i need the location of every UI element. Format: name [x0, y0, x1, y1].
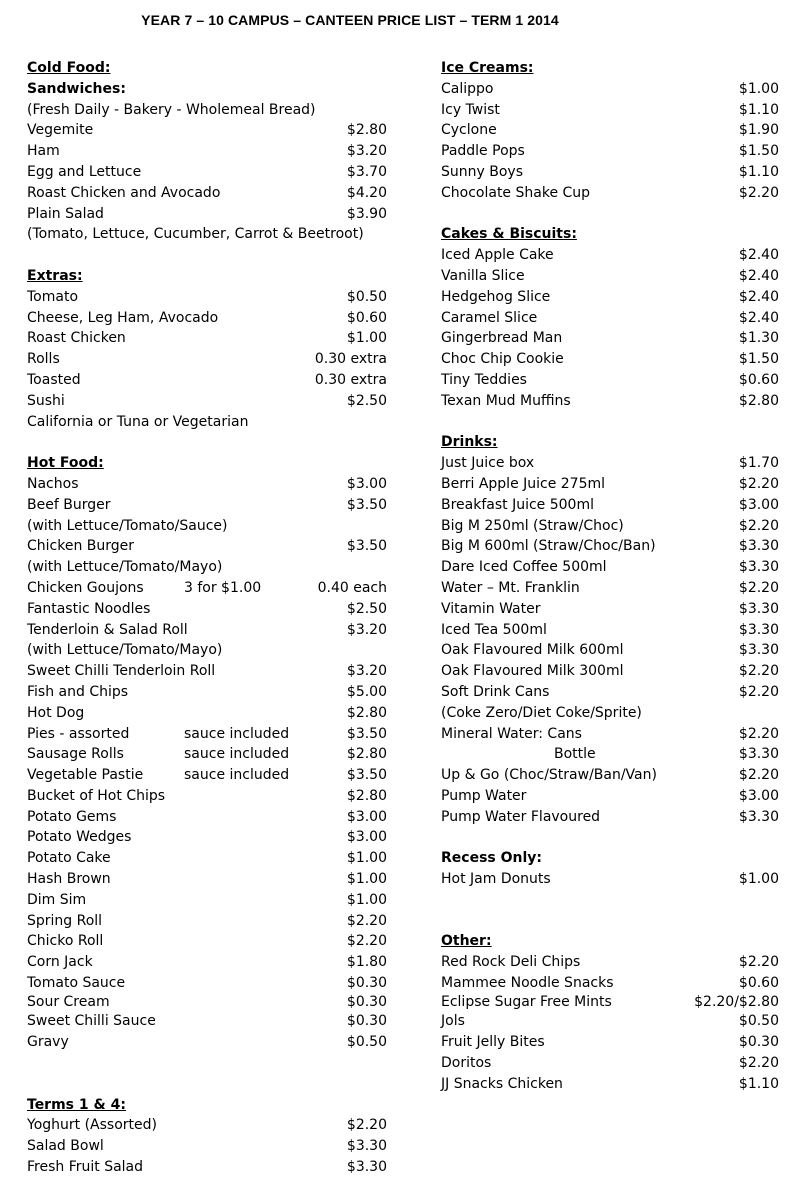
item-price: $0.60	[346, 309, 387, 326]
item-price: $3.30	[346, 1138, 387, 1155]
item-price: $3.30	[738, 538, 779, 555]
item-price: $0.60	[738, 371, 779, 388]
menu-item	[441, 724, 779, 745]
item-price: $1.00	[346, 330, 387, 347]
menu-item	[441, 516, 779, 537]
menu-item	[27, 869, 387, 890]
item-price: $2.20	[738, 184, 779, 201]
item-note: sauce included	[184, 725, 290, 742]
item-name: Hedgehog Slice	[441, 288, 551, 305]
menu-item	[27, 162, 387, 183]
item-name: Chocolate Shake Cup	[441, 184, 591, 201]
item-name: Gravy	[27, 1034, 69, 1051]
menu-item	[27, 349, 387, 370]
menu-item	[27, 391, 387, 412]
item-price: $2.20	[346, 1117, 387, 1134]
item-price: $0.30	[738, 1034, 779, 1051]
menu-item	[27, 183, 387, 204]
drinks-heading: Drinks:	[441, 434, 498, 451]
item-name: Nachos	[27, 475, 79, 492]
menu-item	[441, 765, 779, 786]
item-price: $3.30	[738, 746, 779, 763]
menu-item	[27, 848, 387, 869]
item-name: Oak Flavoured Milk 600ml	[441, 642, 624, 659]
item-price: $3.50	[346, 538, 387, 555]
item-name: Sweet Chilli Sauce	[27, 1013, 156, 1030]
menu-item	[27, 578, 387, 599]
menu-item	[441, 869, 779, 890]
item-name: Eclipse Sugar Free Mints	[441, 993, 612, 1010]
item-name: Roast Chicken	[27, 330, 126, 347]
menu-item	[27, 287, 387, 308]
menu-item	[441, 1074, 779, 1095]
menu-item	[441, 1053, 779, 1074]
menu-item	[441, 620, 779, 641]
menu-item	[441, 952, 779, 973]
menu-item	[27, 786, 387, 807]
menu-item	[441, 266, 779, 287]
item-price: $2.20	[738, 767, 779, 784]
item-price: $1.90	[738, 122, 779, 139]
item-price: $3.30	[738, 808, 779, 825]
item-name: Bottle	[554, 746, 596, 763]
menu-item	[441, 370, 779, 391]
item-name: Yoghurt (Assorted)	[27, 1117, 157, 1134]
item-price: $3.00	[738, 787, 779, 804]
menu-item	[27, 370, 387, 391]
item-name: Vanilla Slice	[441, 267, 525, 284]
menu-item	[441, 703, 779, 724]
item-name: Iced Tea 500ml	[441, 621, 547, 638]
item-price: $0.30	[346, 975, 387, 992]
item-price: $3.30	[738, 642, 779, 659]
item-name: Potato Gems	[27, 808, 117, 825]
menu-item	[27, 557, 387, 578]
item-price: $2.80	[738, 392, 779, 409]
item-price: $2.40	[738, 247, 779, 264]
item-price: $3.00	[738, 496, 779, 513]
menu-item	[441, 287, 779, 308]
item-name: Vegetable Pastie	[27, 767, 144, 784]
menu-item	[27, 765, 387, 786]
item-name: Soft Drink Cans	[441, 683, 550, 700]
item-name: Red Rock Deli Chips	[441, 954, 581, 971]
item-name: Sour Cream	[27, 993, 110, 1010]
item-price: $2.40	[738, 288, 779, 305]
item-price: $1.00	[346, 850, 387, 867]
menu-item	[27, 599, 387, 620]
item-name: (with Lettuce/Tomato/Mayo)	[27, 642, 223, 659]
menu-item	[441, 183, 779, 204]
menu-item	[441, 1011, 779, 1032]
menu-item	[27, 1136, 387, 1157]
item-price: $4.20	[346, 184, 387, 201]
sandwiches-heading: Sandwiches:	[27, 80, 126, 97]
menu-item	[27, 703, 387, 724]
menu-item	[441, 786, 779, 807]
item-name: Mammee Noodle Snacks	[441, 975, 614, 992]
menu-item	[27, 1032, 387, 1053]
item-name: Cyclone	[441, 122, 497, 139]
item-price: $1.50	[738, 143, 779, 160]
ice-creams-heading: Ice Creams:	[441, 60, 534, 76]
menu-item	[441, 640, 779, 661]
item-name: (with Lettuce/Tomato/Mayo)	[27, 559, 223, 576]
item-name: Tomato Sauce	[27, 975, 126, 992]
menu-item	[441, 120, 779, 141]
item-name: Jols	[441, 1013, 465, 1030]
menu-item	[441, 744, 779, 765]
item-name: Paddle Pops	[441, 143, 525, 160]
right-column	[441, 58, 779, 1095]
item-price: $1.50	[738, 351, 779, 368]
menu-item	[441, 141, 779, 162]
item-name: Ham	[27, 143, 60, 160]
item-name: Vegemite	[27, 122, 94, 139]
item-name: Gingerbread Man	[441, 330, 563, 347]
item-name: Salad Bowl	[27, 1138, 104, 1155]
item-price: $2.40	[738, 267, 779, 284]
item-name: Egg and Lettuce	[27, 163, 142, 180]
hot-food-heading: Hot Food:	[27, 455, 104, 472]
cold-food-heading: Cold Food:	[27, 60, 111, 76]
menu-item	[27, 141, 387, 162]
item-name: Spring Roll	[27, 912, 103, 929]
item-price: $2.50	[346, 392, 387, 409]
other-heading: Other:	[441, 933, 492, 950]
menu-item	[27, 640, 387, 661]
menu-item	[27, 661, 387, 682]
menu-item	[27, 973, 387, 994]
menu-item	[441, 682, 779, 703]
item-name: Hot Jam Donuts	[441, 871, 551, 888]
item-name: JJ Snacks Chicken	[441, 1075, 563, 1092]
item-name: Icy Twist	[441, 101, 500, 118]
item-price: $3.20	[346, 143, 387, 160]
item-name: Pies - assorted	[27, 725, 130, 742]
item-price: $1.00	[346, 871, 387, 888]
item-name: Sushi	[27, 392, 65, 409]
item-price: $2.80	[346, 704, 387, 721]
item-name: Mineral Water: Cans	[441, 725, 582, 742]
menu-item	[27, 890, 387, 911]
item-name: Hot Dog	[27, 704, 85, 721]
item-price: $1.00	[738, 80, 779, 97]
item-price: $2.20	[738, 683, 779, 700]
item-price: $3.00	[346, 829, 387, 846]
menu-item	[441, 807, 779, 828]
menu-item	[27, 911, 387, 932]
item-name: Caramel Slice	[441, 309, 538, 326]
item-price: $2.20	[738, 475, 779, 492]
menu-item	[27, 724, 387, 745]
menu-item	[27, 328, 387, 349]
menu-item	[441, 578, 779, 599]
item-price: $2.20	[738, 954, 779, 971]
item-price: $3.20	[346, 621, 387, 638]
item-name: (with Lettuce/Tomato/Sauce)	[27, 517, 228, 534]
terms-heading: Terms 1 & 4:	[27, 1096, 126, 1113]
item-price: $3.00	[346, 808, 387, 825]
menu-item	[441, 536, 779, 557]
item-price: $1.00	[738, 871, 779, 888]
menu-item	[441, 495, 779, 516]
item-name: Oak Flavoured Milk 300ml	[441, 663, 624, 680]
item-name: Potato Cake	[27, 850, 111, 867]
menu-item	[27, 120, 387, 141]
salad-note: (Tomato, Lettuce, Cucumber, Carrot & Beetroot)	[27, 226, 364, 243]
menu-item	[441, 308, 779, 329]
item-price: $2.20/$2.80	[694, 993, 779, 1010]
item-price: $2.20	[738, 517, 779, 534]
item-name: Dim Sim	[27, 891, 87, 908]
item-price: $0.30	[346, 993, 387, 1010]
menu-item	[441, 391, 779, 412]
item-name: Roast Chicken and Avocado	[27, 184, 221, 201]
item-price: $0.60	[738, 975, 779, 992]
item-price: $3.50	[346, 496, 387, 513]
item-price: $3.50	[346, 767, 387, 784]
item-name: Plain Salad	[27, 205, 104, 222]
sandwiches-note: (Fresh Daily - Bakery - Wholemeal Bread)	[27, 101, 316, 118]
item-price: $3.20	[346, 663, 387, 680]
item-name: Chicken Goujons	[27, 579, 144, 596]
item-price: $0.50	[346, 288, 387, 305]
item-note: sauce included	[184, 767, 290, 784]
menu-item	[27, 204, 387, 225]
item-name: Tiny Teddies	[441, 371, 527, 388]
item-price: $2.20	[738, 725, 779, 742]
item-price: $1.80	[346, 954, 387, 971]
item-price: $3.00	[346, 475, 387, 492]
item-name: Cheese, Leg Ham, Avocado	[27, 309, 219, 326]
item-name: Sunny Boys	[441, 163, 523, 180]
menu-item	[441, 661, 779, 682]
menu-item	[441, 973, 779, 994]
menu-item	[441, 453, 779, 474]
menu-item	[441, 100, 779, 121]
menu-item	[27, 744, 387, 765]
menu-item	[27, 495, 387, 516]
menu-item	[441, 245, 779, 266]
menu-item	[441, 1032, 779, 1053]
item-note: sauce included	[184, 746, 290, 763]
item-price: $3.30	[738, 559, 779, 576]
item-price: $2.50	[346, 600, 387, 617]
menu-item	[27, 474, 387, 495]
item-price: $0.50	[346, 1034, 387, 1051]
item-name: Just Juice box	[441, 455, 535, 472]
item-price: $1.10	[738, 101, 779, 118]
item-name: Doritos	[441, 1054, 492, 1071]
menu-item	[27, 536, 387, 557]
menu-item	[27, 931, 387, 952]
item-name: Tenderloin & Salad Roll	[27, 621, 188, 638]
item-price: 0.30 extra	[314, 351, 387, 368]
menu-item	[27, 1157, 387, 1178]
item-name: (Coke Zero/Diet Coke/Sprite)	[441, 704, 642, 721]
item-note: 3 for $1.00	[184, 579, 262, 596]
menu-item	[441, 994, 779, 1012]
item-price: $1.00	[346, 891, 387, 908]
item-name: Chicko Roll	[27, 933, 104, 950]
item-name: Rolls	[27, 351, 60, 368]
menu-item	[27, 620, 387, 641]
item-name: Up & Go (Choc/Straw/Ban/Van)	[441, 767, 657, 784]
item-name: Pump Water Flavoured	[441, 808, 601, 825]
cakes-heading: Cakes & Biscuits:	[441, 226, 577, 243]
menu-item	[441, 474, 779, 495]
item-price: 0.40 each	[317, 579, 387, 596]
menu-item	[27, 1011, 387, 1032]
menu-item	[27, 516, 387, 537]
item-price: $5.00	[346, 683, 387, 700]
item-price: 0.30 extra	[314, 371, 387, 388]
item-name: Dare Iced Coffee 500ml	[441, 559, 607, 576]
recess-heading: Recess Only:	[441, 850, 543, 867]
item-price: $3.30	[738, 600, 779, 617]
item-price: $3.30	[346, 1158, 387, 1175]
item-name: Beef Burger	[27, 496, 111, 513]
item-price: $2.20	[346, 933, 387, 950]
item-name: Toasted	[27, 371, 81, 388]
item-name: Fruit Jelly Bites	[441, 1034, 545, 1051]
item-price: $2.20	[738, 1054, 779, 1071]
item-price: $1.10	[738, 163, 779, 180]
item-name: Tomato	[27, 288, 79, 305]
item-name: Big M 250ml (Straw/Choc)	[441, 517, 624, 534]
menu-item	[27, 827, 387, 848]
item-name: Fish and Chips	[27, 683, 129, 700]
item-price: $1.70	[738, 455, 779, 472]
item-price: $3.50	[346, 725, 387, 742]
menu-item	[441, 557, 779, 578]
item-name: Fantastic Noodles	[27, 600, 151, 617]
item-name: Sweet Chilli Tenderloin Roll	[27, 663, 216, 680]
item-price: $3.90	[346, 205, 387, 222]
sushi-note: California or Tuna or Vegetarian	[27, 413, 249, 430]
item-price: $1.30	[738, 330, 779, 347]
menu-item	[27, 807, 387, 828]
menu-item	[27, 1115, 387, 1136]
item-price: $2.20	[346, 912, 387, 929]
item-name: Calippo	[441, 80, 494, 97]
item-name: Water – Mt. Franklin	[441, 579, 580, 596]
item-price: $2.20	[738, 579, 779, 596]
item-price: $2.80	[346, 122, 387, 139]
menu-item	[27, 994, 387, 1012]
item-name: Berri Apple Juice 275ml	[441, 475, 606, 492]
item-name: Hash Brown	[27, 871, 111, 888]
item-price: $2.40	[738, 309, 779, 326]
menu-item	[27, 682, 387, 703]
item-name: Big M 600ml (Straw/Choc/Ban)	[441, 538, 656, 555]
item-name: Chicken Burger	[27, 538, 135, 555]
menu-item	[27, 952, 387, 973]
page-title: YEAR 7 – 10 CAMPUS – CANTEEN PRICE LIST – TERM 1 2014	[141, 12, 559, 28]
item-price: $2.80	[346, 787, 387, 804]
item-name: Texan Mud Muffins	[441, 392, 571, 409]
menu-item	[441, 599, 779, 620]
item-name: Potato Wedges	[27, 829, 132, 846]
extras-heading: Extras:	[27, 267, 83, 284]
item-name: Pump Water	[441, 787, 527, 804]
item-name: Vitamin Water	[441, 600, 541, 617]
item-name: Choc Chip Cookie	[441, 351, 564, 368]
menu-item	[441, 162, 779, 183]
item-name: Breakfast Juice 500ml	[441, 496, 594, 513]
item-price: $3.70	[346, 163, 387, 180]
item-name: Bucket of Hot Chips	[27, 787, 166, 804]
menu-item	[441, 328, 779, 349]
item-name: Iced Apple Cake	[441, 247, 554, 264]
item-price: $2.80	[346, 746, 387, 763]
item-price: $1.10	[738, 1075, 779, 1092]
item-price: $2.20	[738, 663, 779, 680]
menu-item	[441, 79, 779, 100]
item-name: Fresh Fruit Salad	[27, 1158, 144, 1175]
item-name: Sausage Rolls	[27, 746, 124, 763]
item-price: $0.50	[738, 1013, 779, 1030]
item-price: $3.30	[738, 621, 779, 638]
menu-item	[441, 349, 779, 370]
item-price: $0.30	[346, 1013, 387, 1030]
menu-item	[27, 308, 387, 329]
item-name: Corn Jack	[27, 954, 93, 971]
left-column	[27, 58, 387, 1178]
